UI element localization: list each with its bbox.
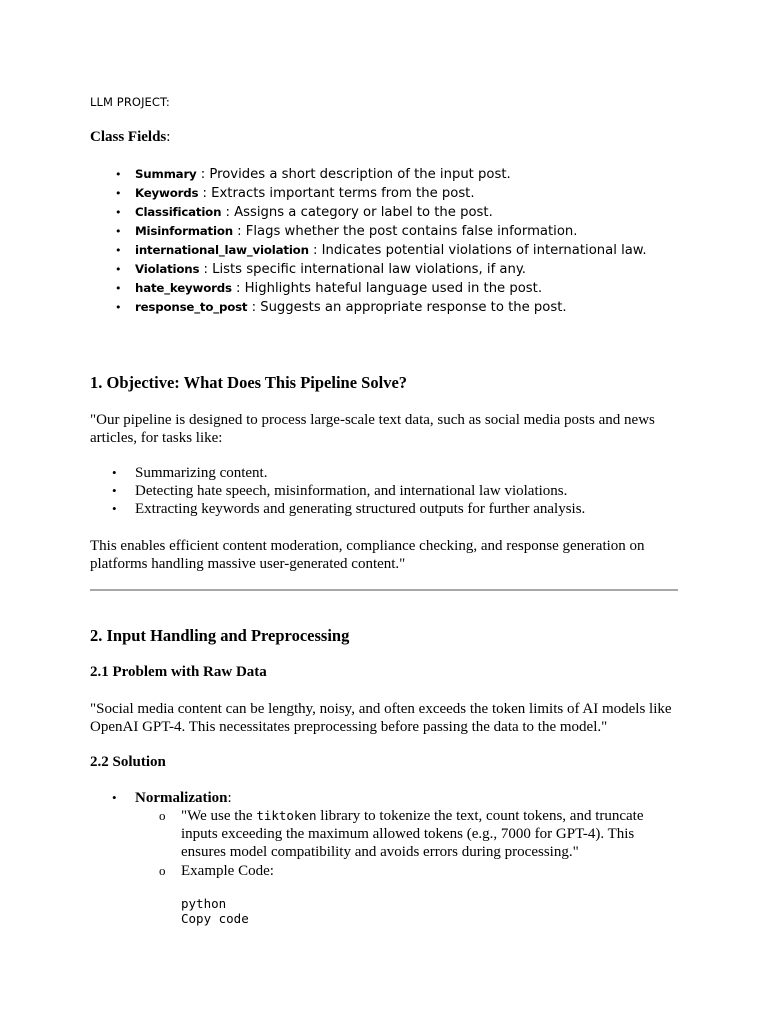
bullet-icon: • [115,244,122,257]
sub-bullet-icon: o [159,808,166,823]
bullet-icon: • [115,263,122,276]
para-line: OpenAI GPT-4. This necessitates preprocessing before passing the data to the model." [90,719,608,735]
para-line: "Social media content can be lengthy, noisy, and often exceeds the token limits of AI models like [90,701,672,717]
list-item [90,298,690,317]
horizontal-rule [90,589,678,591]
normalization-detail [159,807,681,861]
list-item [90,260,690,279]
field-desc: : Indicates potential violations of international law. [308,243,647,258]
section-1-bullets [90,464,690,518]
field-desc: : Lists specific international law violations, if any. [199,262,526,277]
normalization-colon: : [227,790,232,806]
field-desc: : Extracts important terms from the post. [198,186,475,201]
bullet-icon: • [112,501,117,516]
bullet-icon: • [115,301,122,314]
list-item [90,165,690,184]
class-fields-heading-text: Class Fields [90,129,167,145]
field-key: hate_keywords [135,281,232,295]
document-title: LLM PROJECT: [90,95,170,109]
bullet-text: Detecting hate speech, misinformation, and international law violations. [135,483,568,499]
bullet-icon: • [112,483,117,498]
list-item [90,203,690,222]
field-key: Violations [135,262,200,276]
detail-text-post: library to tokenize the text, count tokens, and truncate [316,808,644,824]
sub-bullet-icon: o [159,863,166,878]
detail-text-pre: "We use the [181,808,257,824]
field-key: international_law_violation [135,243,309,257]
bullet-icon: • [115,168,122,181]
subsection-2-1-heading: 2.1 Problem with Raw Data [90,664,267,680]
bullet-icon: • [115,225,122,238]
section-1-intro [90,411,690,447]
field-key: Misinformation [135,224,233,238]
outro-line: This enables efficient content moderation, compliance checking, and response generation on [90,538,645,554]
bullet-icon: • [112,790,117,805]
subsection-2-1-text [90,700,690,736]
list-item [90,279,690,298]
code-block [181,896,249,926]
field-key: response_to_post [135,300,248,314]
detail-line: ensures model compatibility and avoids errors during processing." [181,844,579,860]
subsection-2-2-heading: 2.2 Solution [90,754,166,770]
bullet-icon: • [115,206,122,219]
bullet-icon: • [115,187,122,200]
solution-bullets [90,789,690,807]
field-key: Classification [135,205,222,219]
field-desc: : Suggests an appropriate response to the post. [247,300,567,315]
list-item [90,464,690,482]
list-item [90,482,690,500]
example-label: Example Code: [181,863,274,879]
bullet-icon: • [112,465,117,480]
field-key: Keywords [135,186,199,200]
class-fields-heading [90,129,170,146]
example-code-item [159,862,681,880]
section-1-heading: 1. Objective: What Does This Pipeline Solve? [90,373,408,392]
copy-code-button[interactable]: Copy code [181,911,249,926]
list-item [90,241,690,260]
list-item [90,222,690,241]
field-desc: : Highlights hateful language used in the post. [231,281,543,296]
field-desc: : Provides a short description of the input post. [196,167,511,182]
class-fields-colon: : [166,129,171,145]
section-1-outro [90,537,690,573]
tiktoken-code: tiktoken [256,808,317,823]
outro-line: platforms handling massive user-generated content." [90,556,406,572]
detail-line: inputs exceeding the maximum allowed tokens (e.g., 7000 for GPT-4). This [181,826,635,842]
bullet-icon: • [115,282,122,295]
detail-line [181,807,681,825]
field-desc: : Assigns a category or label to the post. [221,205,493,220]
section-2-heading: 2. Input Handling and Preprocessing [90,626,350,645]
field-desc: : Flags whether the post contains false information. [232,224,578,239]
bullet-text: Extracting keywords and generating structured outputs for further analysis. [135,501,586,517]
field-key: Summary [135,167,197,181]
intro-line: "Our pipeline is designed to process large-scale text data, such as social media posts and news [90,412,655,428]
normalization-label: Normalization [135,790,228,806]
list-item [90,184,690,203]
intro-line: articles, for tasks like: [90,430,223,446]
class-fields-list [90,165,690,317]
bullet-text: Summarizing content. [135,465,268,481]
list-item [90,500,690,518]
list-item [90,789,690,807]
code-language: python [181,896,227,911]
